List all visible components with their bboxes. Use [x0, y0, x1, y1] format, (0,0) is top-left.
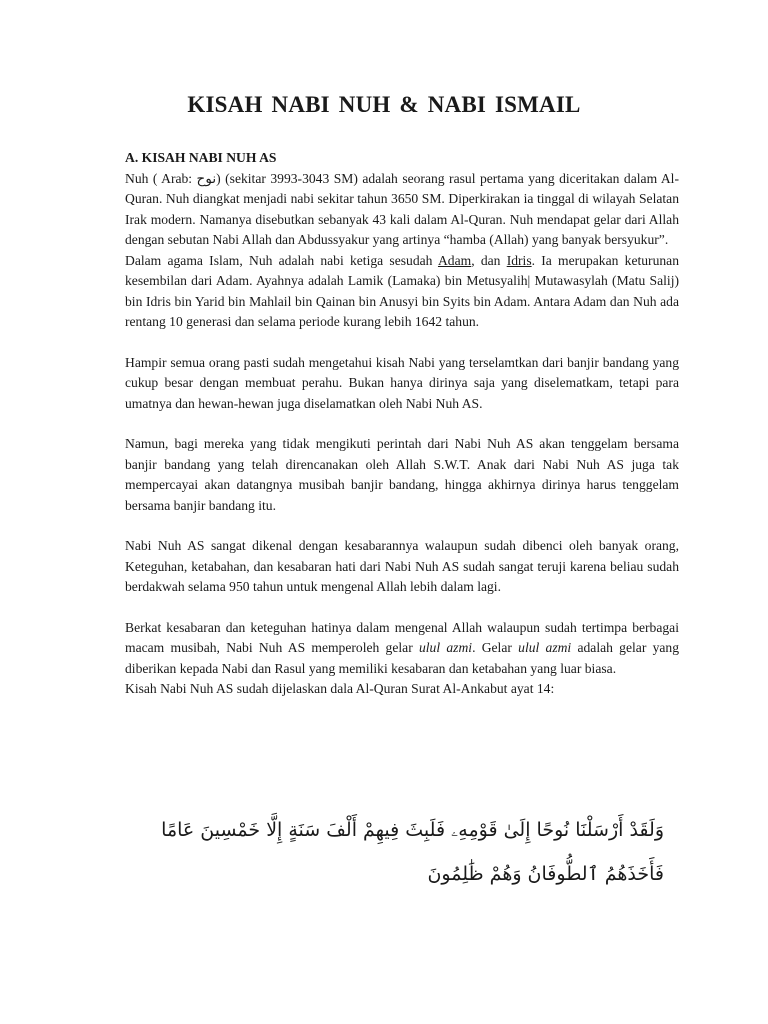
arabic-name: نوح [196, 170, 217, 186]
link-idris[interactable]: Idris [506, 252, 532, 268]
paragraph-ulul-azmi [125, 618, 679, 680]
paragraph-intro [125, 169, 679, 251]
document-body [125, 148, 679, 700]
text-run: Nuh ( Arab: [125, 170, 197, 186]
link-adam[interactable]: Adam [437, 252, 472, 268]
quran-verse: وَلَقَدْ أَرْسَلْنَا نُوحًا إِلَىٰ قَوْمِهِۦ فَلَبِثَ فِيهِمْ أَلْفَ سَنَةٍ إِلَّا خَمْسِينَ عَامًا فَأَخَذَهُمُ ٱلطُّوفَانُ وَهُمْ ظَٰلِمُونَ [161, 819, 664, 885]
document-title: KISAH NABI NUH & NABI ISMAIL [187, 92, 581, 117]
text-run: , dan [471, 252, 507, 268]
paragraph-flood: Hampir semua orang pasti sudah mengetahui kisah Nabi yang terselamtkan dari banjir bandang yang cukup besar dengan membuat perahu. Bukan hanya dirinya saja yang diselematkam, tetapi para umatnya dan hewan-hewan juga diselamatkan oleh Nabi Nuh AS. [125, 354, 679, 411]
section-heading: A. KISAH NABI NUH AS [125, 150, 277, 165]
text-run: ) (sekitar 3993-3043 SM) adalah seorang rasul pertama yang diceritakan dalam Al-Quran. Nuh diangkat menjadi nabi sekitar tahun 3650 SM. Diperkirakan ia tinggal di wilayah Selatan Irak modern. Namanya disebutkan sebanyak 43 kali dalam Al-Quran. Nuh mendapat gelar dari Allah dengan sebutan Nabi Allah dan Abdussyakur yang artinya “hamba (Allah) yang banyak bersyukur”. [125, 170, 679, 247]
italic-term: ulul azmi [518, 640, 572, 655]
text-run: . Ia merupakan keturunan kesembilan dari Adam. Ayahnya adalah Lamik (Lamaka) bin Metusyalih| Mutawasylah (Matu Salij) bin Idris bin Yarid bin Mahlail bin Qainan bin Anusyi bin Syits bin Adam. Antara Adam dan Nuh ada rentang 10 generasi dan selama periode kurang lebih 1642 tahun. [125, 252, 680, 329]
text-run: Berkat kesabaran dan keteguhan hatinya dalam mengenal Allah walaupun sudah tertimpa berbagai macam musibah, Nabi Nuh AS memperoleh gelar [125, 619, 679, 655]
text-run: adalah gelar yang diberikan kepada Nabi dan Rasul yang memiliki kesabaran dan ketabahan yang luar biasa. [125, 640, 680, 676]
paragraph-patience: Nabi Nuh AS sangat dikenal dengan kesabarannya walaupun sudah dibenci oleh banyak orang, Keteguhan, ketabahan, dan kesabaran hati dari Nabi Nuh AS sudah sangat teruji karena beliau sudah berdakwah selama 950 tahun untuk mengenal Allah lebih dalam lagi. [125, 538, 679, 594]
text-run: Dalam agama Islam, Nuh adalah nabi ketiga sesudah [125, 252, 438, 268]
paragraph-lineage [125, 251, 679, 333]
italic-term: ulul azmi [418, 640, 473, 655]
paragraph-verse-intro: Kisah Nabi Nuh AS sudah dijelaskan dala Al-Quran Surat Al-Ankabut ayat 14: [125, 681, 555, 696]
paragraph-drowning: Namun, bagi mereka yang tidak mengikuti perintah dari Nabi Nuh AS akan tenggelam bersama banjir bandang yang telah direncanakan oleh Allah S.W.T. Anak dari Nabi Nuh AS juga tak mempercayai akan datangnya musibah banjir bandang, hingga akhirnya dirinya harus tenggelam bersama banjir bandang itu. [125, 436, 679, 513]
text-run: . Gelar [472, 640, 519, 655]
